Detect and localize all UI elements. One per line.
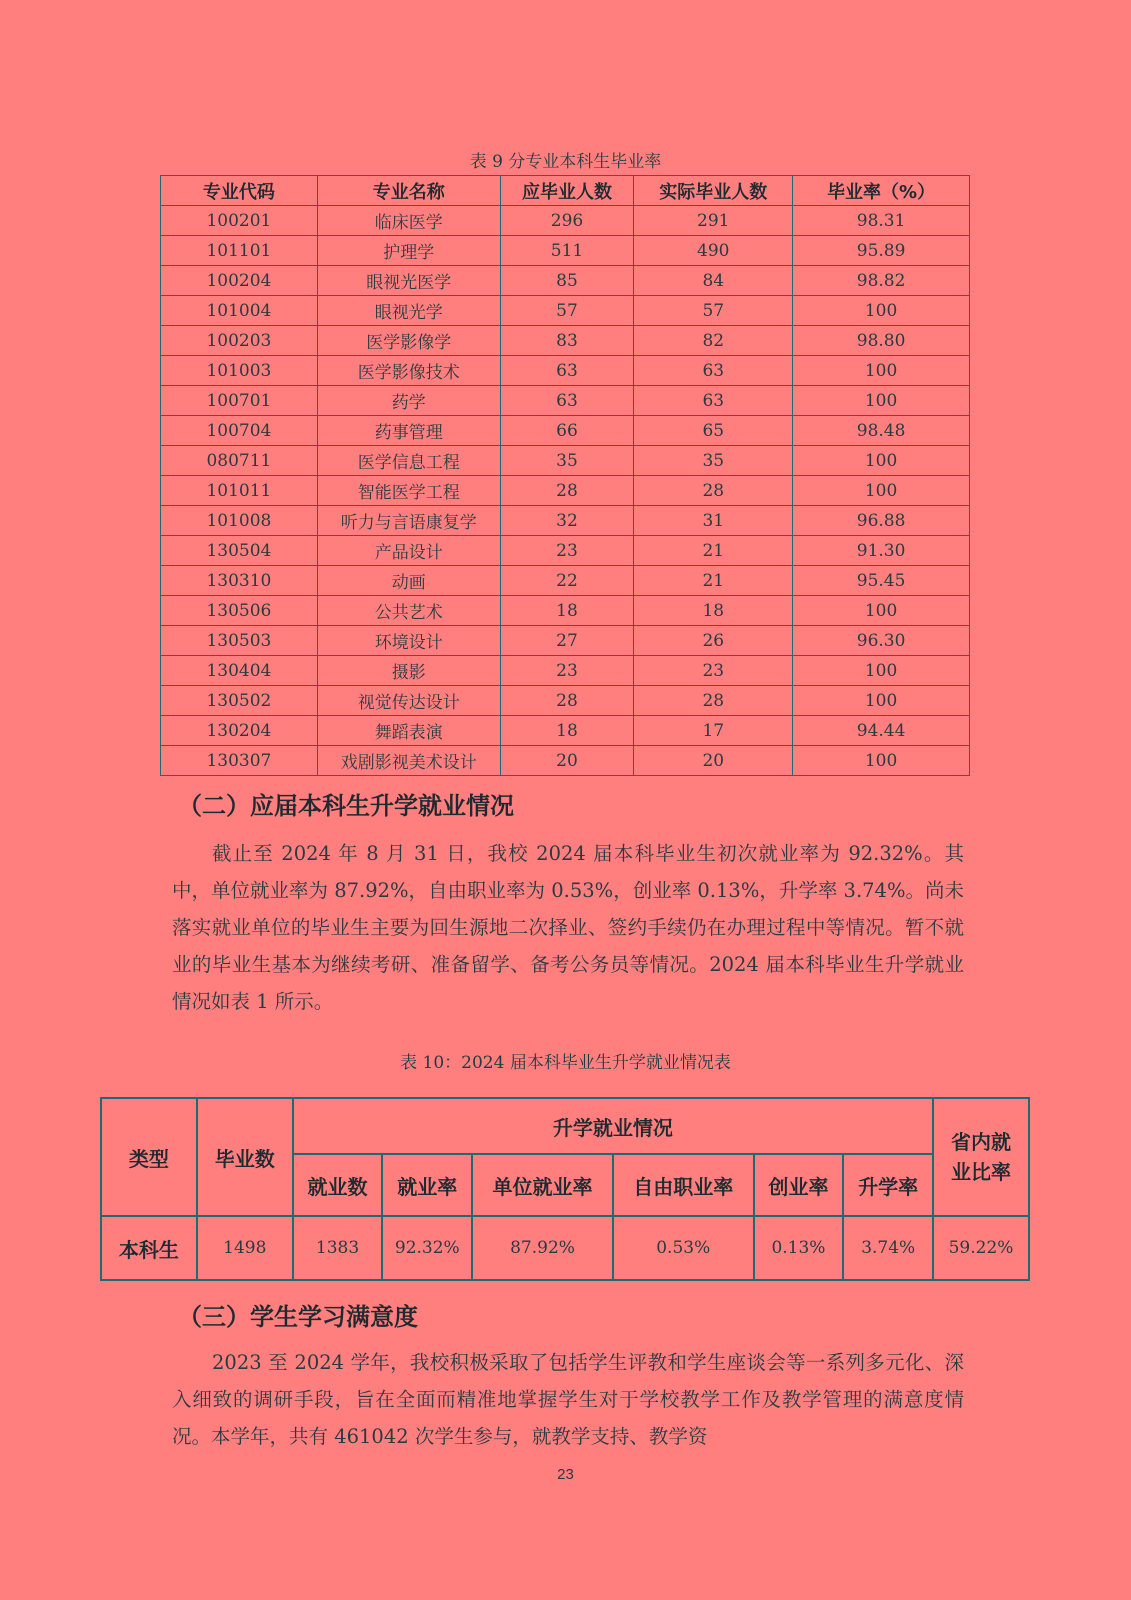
cell-expected: 32	[500, 506, 634, 536]
cell-rate: 98.80	[793, 326, 970, 356]
cell-code: 100204	[161, 266, 318, 296]
col-header-further-study-rate: 升学率	[843, 1154, 933, 1216]
cell-major: 产品设计	[317, 536, 500, 566]
cell-major: 医学影像技术	[317, 356, 500, 386]
table-row	[161, 746, 970, 776]
cell-expected: 27	[500, 626, 634, 656]
cell-expected: 22	[500, 566, 634, 596]
cell-actual: 18	[634, 596, 793, 626]
cell-expected: 63	[500, 356, 634, 386]
section-title-employment: （二）应届本科生升学就业情况	[178, 792, 514, 820]
table-row	[101, 1216, 1029, 1280]
cell-actual: 21	[634, 536, 793, 566]
cell-expected: 63	[500, 386, 634, 416]
cell-major: 临床医学	[317, 206, 500, 236]
cell-actual: 65	[634, 416, 793, 446]
cell-rate: 91.30	[793, 536, 970, 566]
table-row	[161, 566, 970, 596]
cell-code: 130506	[161, 596, 318, 626]
cell-code: 101003	[161, 356, 318, 386]
cell-rate: 95.45	[793, 566, 970, 596]
col-header-employment-rate: 就业率	[382, 1154, 472, 1216]
cell-code: 130204	[161, 716, 318, 746]
cell-expected: 85	[500, 266, 634, 296]
table9-caption: 表 9 分专业本科生毕业率	[469, 152, 662, 172]
cell-expected: 18	[500, 596, 634, 626]
table-row	[161, 716, 970, 746]
col-header-startup-rate: 创业率	[754, 1154, 844, 1216]
cell-rate: 100	[793, 596, 970, 626]
cell-actual: 63	[634, 386, 793, 416]
col-header-actual: 实际毕业人数	[634, 176, 793, 206]
table-row	[161, 476, 970, 506]
cell-actual: 490	[634, 236, 793, 266]
cell-code: 130504	[161, 536, 318, 566]
cell-code: 101008	[161, 506, 318, 536]
cell-major: 药学	[317, 386, 500, 416]
cell-major: 听力与言语康复学	[317, 506, 500, 536]
cell-expected: 20	[500, 746, 634, 776]
cell-actual: 21	[634, 566, 793, 596]
table-row	[161, 596, 970, 626]
cell-rate: 100	[793, 686, 970, 716]
cell-actual: 291	[634, 206, 793, 236]
cell-actual: 35	[634, 446, 793, 476]
cell-employed: 1383	[293, 1216, 383, 1280]
cell-major: 眼视光学	[317, 296, 500, 326]
employment-paragraph: 截止至 2024 年 8 月 31 日，我校 2024 届本科毕业生初次就业率为 92.32%。其中，单位就业率为 87.92%，自由职业率为 0.53%，创业率 0.13%，升学率 3.74%。尚未落实就业单位的毕业生主要为回生源地二次择业、签约手续仍在办理过程中等情况。暂不就业的毕业生基本为继续考研、准备留学、备考公务员等情况。2024 届本科毕业生升学就业情况如表 1 所示。	[172, 842, 964, 1013]
col-header-code: 专业代码	[161, 176, 318, 206]
cell-rate: 100	[793, 296, 970, 326]
cell-rate: 98.48	[793, 416, 970, 446]
cell-actual: 63	[634, 356, 793, 386]
cell-actual: 23	[634, 656, 793, 686]
cell-code: 130404	[161, 656, 318, 686]
table10-caption: 表 10：2024 届本科毕业生升学就业情况表	[400, 1053, 731, 1073]
cell-rate: 98.82	[793, 266, 970, 296]
cell-major: 眼视光医学	[317, 266, 500, 296]
cell-code: 130307	[161, 746, 318, 776]
table-row	[161, 506, 970, 536]
cell-employment-rate: 92.32%	[382, 1216, 472, 1280]
cell-code: 100701	[161, 386, 318, 416]
cell-province-rate: 59.22%	[933, 1216, 1029, 1280]
cell-expected: 66	[500, 416, 634, 446]
table-header-row	[161, 176, 970, 206]
cell-rate: 100	[793, 746, 970, 776]
cell-actual: 17	[634, 716, 793, 746]
table-row	[161, 356, 970, 386]
cell-rate: 100	[793, 386, 970, 416]
cell-freelance-rate: 0.53%	[613, 1216, 754, 1280]
cell-expected: 28	[500, 686, 634, 716]
col-header-type: 类型	[101, 1098, 197, 1216]
cell-rate: 94.44	[793, 716, 970, 746]
cell-code: 100704	[161, 416, 318, 446]
cell-rate: 96.88	[793, 506, 970, 536]
cell-code: 130310	[161, 566, 318, 596]
table-row	[161, 536, 970, 566]
cell-major: 护理学	[317, 236, 500, 266]
cell-rate: 95.89	[793, 236, 970, 266]
cell-expected: 18	[500, 716, 634, 746]
cell-rate: 96.30	[793, 626, 970, 656]
cell-code: 101101	[161, 236, 318, 266]
cell-expected: 23	[500, 656, 634, 686]
cell-major: 摄影	[317, 656, 500, 686]
cell-major: 舞蹈表演	[317, 716, 500, 746]
cell-expected: 511	[500, 236, 634, 266]
cell-actual: 28	[634, 686, 793, 716]
cell-expected: 57	[500, 296, 634, 326]
cell-major: 戏剧影视美术设计	[317, 746, 500, 776]
cell-expected: 296	[500, 206, 634, 236]
cell-rate: 100	[793, 656, 970, 686]
cell-major: 医学信息工程	[317, 446, 500, 476]
cell-grads: 1498	[197, 1216, 293, 1280]
cell-code: 101004	[161, 296, 318, 326]
table-row	[161, 656, 970, 686]
section-title-satisfaction: （三）学生学习满意度	[178, 1303, 418, 1331]
col-header-grads: 毕业数	[197, 1098, 293, 1216]
table-row	[161, 206, 970, 236]
cell-rate: 100	[793, 476, 970, 506]
cell-code: 130503	[161, 626, 318, 656]
cell-major: 环境设计	[317, 626, 500, 656]
cell-code: 101011	[161, 476, 318, 506]
table-row	[161, 446, 970, 476]
col-header-freelance-rate: 自由职业率	[613, 1154, 754, 1216]
cell-actual: 26	[634, 626, 793, 656]
cell-actual: 57	[634, 296, 793, 326]
cell-actual: 84	[634, 266, 793, 296]
col-header-employed: 就业数	[293, 1154, 383, 1216]
table-row	[161, 386, 970, 416]
cell-major: 动画	[317, 566, 500, 596]
cell-code: 100203	[161, 326, 318, 356]
cell-rate: 98.31	[793, 206, 970, 236]
col-header-province: 省内就业比率	[933, 1098, 1029, 1216]
table-row	[161, 266, 970, 296]
table-row	[161, 416, 970, 446]
cell-major: 视觉传达设计	[317, 686, 500, 716]
col-header-rate: 毕业率（%）	[793, 176, 970, 206]
page-number: 23	[557, 1466, 574, 1483]
cell-code: 080711	[161, 446, 318, 476]
col-header-major: 专业名称	[317, 176, 500, 206]
cell-expected: 28	[500, 476, 634, 506]
cell-rate: 100	[793, 356, 970, 386]
cell-actual: 28	[634, 476, 793, 506]
cell-major: 公共艺术	[317, 596, 500, 626]
cell-code: 130502	[161, 686, 318, 716]
table-row	[161, 686, 970, 716]
cell-major: 医学影像学	[317, 326, 500, 356]
cell-code: 100201	[161, 206, 318, 236]
cell-major: 智能医学工程	[317, 476, 500, 506]
table-row	[161, 626, 970, 656]
table-row	[161, 326, 970, 356]
row-label: 本科生	[101, 1216, 197, 1280]
cell-expected: 83	[500, 326, 634, 356]
cell-further-study-rate: 3.74%	[843, 1216, 933, 1280]
cell-unit-rate: 87.92%	[472, 1216, 613, 1280]
satisfaction-paragraph: 2023 至 2024 学年，我校积极采取了包括学生评教和学生座谈会等一系列多元化、深入细致的调研手段，旨在全面而精准地掌握学生对于学校教学工作及教学管理的满意度情况。本学年，共有 461042 次学生参与，就教学支持、教学资	[172, 1351, 964, 1448]
cell-expected: 23	[500, 536, 634, 566]
cell-actual: 82	[634, 326, 793, 356]
col-header-unit-rate: 单位就业率	[472, 1154, 613, 1216]
table-row	[161, 296, 970, 326]
group-header-employment: 升学就业情况	[293, 1098, 933, 1154]
cell-startup-rate: 0.13%	[754, 1216, 844, 1280]
cell-expected: 35	[500, 446, 634, 476]
table-row	[161, 236, 970, 266]
cell-actual: 31	[634, 506, 793, 536]
graduation-rate-table	[160, 175, 970, 776]
cell-actual: 20	[634, 746, 793, 776]
cell-major: 药事管理	[317, 416, 500, 446]
col-header-expected: 应毕业人数	[500, 176, 634, 206]
employment-table	[100, 1097, 1030, 1281]
cell-rate: 100	[793, 446, 970, 476]
